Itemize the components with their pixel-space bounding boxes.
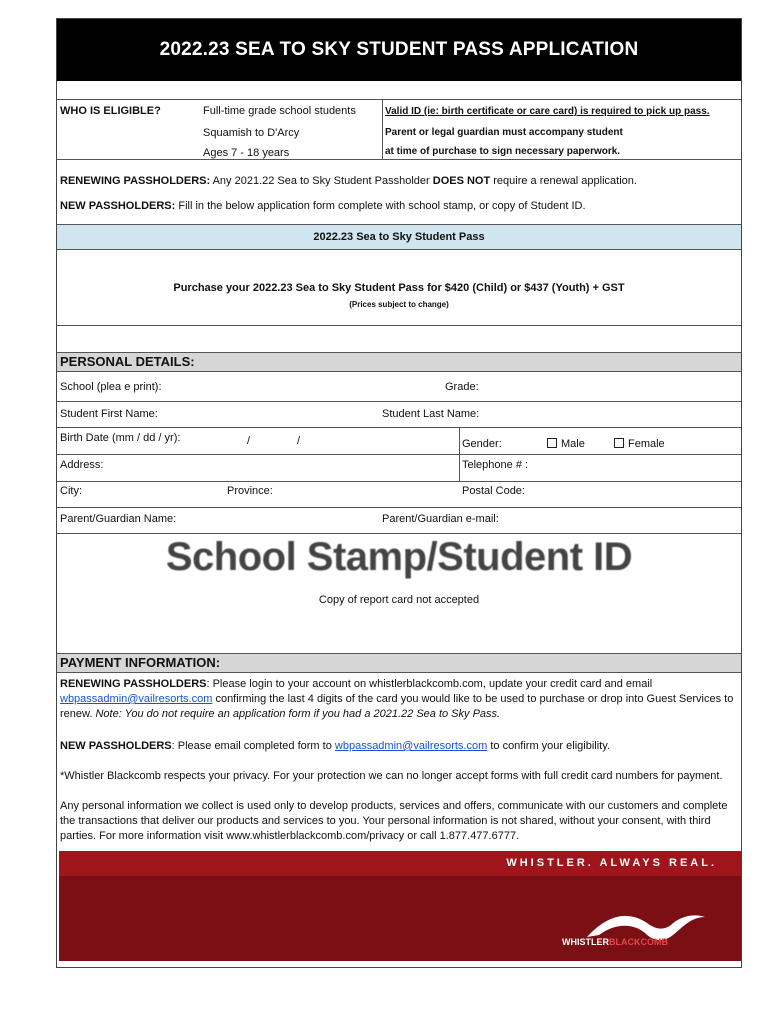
province-field[interactable]: Province: <box>227 485 273 497</box>
checkbox-icon[interactable] <box>547 438 557 448</box>
guardian-name-field[interactable]: Parent/Guardian Name: <box>60 513 177 525</box>
gender-label: Gender: <box>462 438 502 450</box>
new-payment-paragraph: NEW PASSHOLDERS: Please email completed form to wbpassadmin@vailresorts.com to confirm your eligibility. <box>60 740 610 752</box>
last-name-field[interactable]: Student Last Name: <box>382 408 480 420</box>
grade-field[interactable]: Grade: <box>445 381 479 393</box>
divider <box>57 507 741 508</box>
telephone-field[interactable]: Telephone # : <box>462 459 529 471</box>
divider <box>57 533 741 534</box>
divider <box>57 454 741 455</box>
copy-note: Copy of report card not accepted <box>318 594 480 606</box>
eligibility-criterion: Squamish to D'Arcy <box>203 127 300 139</box>
guardian-requirement: Parent or legal guardian must accompany student <box>385 127 623 138</box>
admin-email-link[interactable]: wbpassadmin@vailresorts.com <box>60 693 213 705</box>
divider <box>57 99 741 100</box>
divider <box>57 159 741 160</box>
eligibility-criterion: Ages 7 - 18 years <box>203 147 290 159</box>
birth-date-field[interactable]: Birth Date (mm / dd / yr): <box>60 432 181 444</box>
date-separator: / <box>247 435 251 447</box>
purchase-text: Purchase your 2022.23 Sea to Sky Student Pass for $420 (Child) or $437 (Youth) + GST <box>173 282 625 294</box>
divider <box>57 325 741 326</box>
guardian-requirement: at time of purchase to sign necessary paperwork. <box>385 146 621 157</box>
personal-details-header: PERSONAL DETAILS: <box>57 352 741 372</box>
gender-female-option[interactable]: Female <box>614 438 665 450</box>
guardian-email-field[interactable]: Parent/Guardian e-mail: <box>382 513 499 525</box>
address-field[interactable]: Address: <box>60 459 104 471</box>
logo-wordmark: WHISTLERBLACKCOMB <box>562 937 668 947</box>
school-stamp-area: School Stamp/Student ID <box>165 535 633 579</box>
payment-information-header: PAYMENT INFORMATION: <box>57 653 741 673</box>
city-field[interactable]: City: <box>60 485 82 497</box>
eligibility-criterion: Full-time grade school students <box>203 105 356 117</box>
prices-note: (Prices subject to change) <box>349 300 449 309</box>
school-field[interactable]: School (plea e print): <box>60 381 162 393</box>
gender-male-option[interactable]: Male <box>547 438 585 450</box>
eligibility-label: WHO IS ELIGIBLE? <box>60 105 161 117</box>
divider <box>57 481 741 482</box>
privacy-notice: *Whistler Blackcomb respects your privacy. For your protection we can no longer accept forms with full credit card numbers for payment. <box>60 770 723 782</box>
admin-email-link[interactable]: wbpassadmin@vailresorts.com <box>334 740 488 752</box>
divider <box>57 401 741 402</box>
date-separator: / <box>297 435 301 447</box>
divider <box>382 99 383 159</box>
postal-code-field[interactable]: Postal Code: <box>462 485 525 497</box>
page-title: 2022.23 SEA TO SKY STUDENT PASS APPLICATION <box>57 19 741 81</box>
new-passholder-note: NEW PASSHOLDERS: Fill in the below application form complete with school stamp, or copy of Student ID. <box>60 200 586 212</box>
first-name-field[interactable]: Student First Name: <box>60 408 158 420</box>
renewing-note: RENEWING PASSHOLDERS: Any 2021.22 Sea to Sky Student Passholder DOES NOT require a renewal application. <box>60 175 637 187</box>
privacy-policy: Any personal information we collect is used only to develop products, services and offers, communicate with our customers and complete the transactions that deliver our products and services to you. Your personal information is not shared, without your consent, with third parties. For more information visit www.whistlerblackcomb.com/privacy or call 1.877.477.6777. <box>60 800 728 842</box>
tagline: WHISTLER. ALWAYS REAL. <box>506 857 717 869</box>
divider <box>57 427 741 428</box>
checkbox-icon[interactable] <box>614 438 624 448</box>
tagline-band <box>59 851 741 876</box>
renewing-payment-paragraph: RENEWING PASSHOLDERS: Please login to your account on whistlerblackcomb.com, update your credit card and email wbpassadmin@vailresorts.com confirming the last 4 digits of the card you would like to be used to purchase or drop into Guest Services to renew. Note: You do not require an application form if you had a 2021.22 Sea to Sky Pass. <box>60 678 734 720</box>
pass-header: 2022.23 Sea to Sky Student Pass <box>57 224 741 250</box>
application-form <box>56 18 742 968</box>
id-requirement: Valid ID (ie: birth certificate or care card) is required to pick up pass. <box>385 106 710 117</box>
